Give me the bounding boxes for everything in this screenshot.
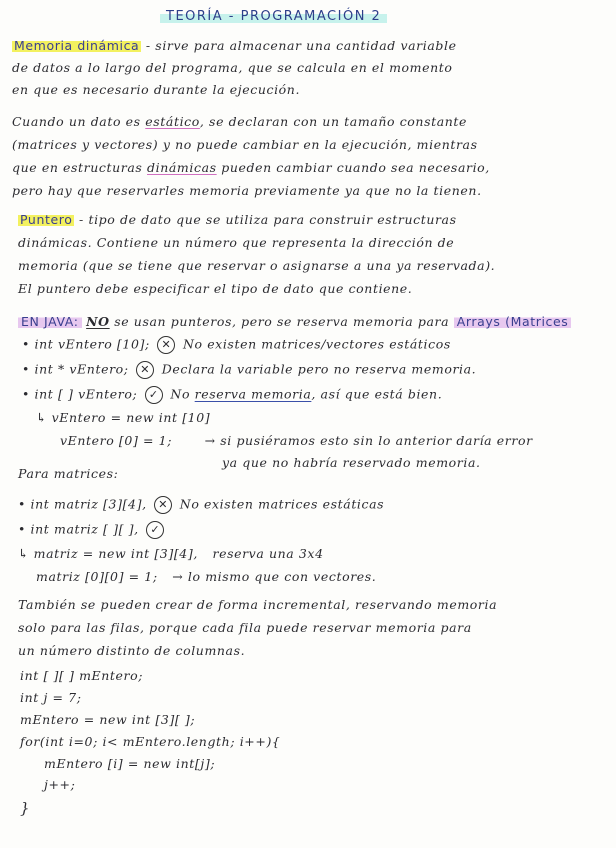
- java-b3-code: • int [ ] vEntero;: [22, 386, 138, 402]
- para3-l3: memoria (que se tiene que reservar o asignarse a una ya reservada).: [18, 258, 496, 273]
- matrices-m4-note: → lo mismo que con vectores.: [172, 569, 377, 584]
- java-b3-post: , así que está bien.: [311, 386, 443, 402]
- para1-line1: [12, 38, 457, 53]
- para3-line1: [18, 212, 457, 227]
- phrase-reserva-memoria: reserva memoria: [194, 386, 312, 402]
- label-en-java: EN JAVA:: [18, 314, 82, 329]
- matrices-m4-code: matriz [0][0] = 1;: [36, 569, 158, 584]
- java-b2-note: Declara la variable pero no reserva memoria.: [161, 361, 477, 377]
- para1-l3: en que es necesario durante la ejecución.: [12, 82, 301, 97]
- matrices-m3-code: ↳ matriz = new int [3][4],: [18, 546, 198, 561]
- para3-l1: - tipo de dato que se utiliza para construir estructuras: [79, 212, 457, 227]
- para2-l1c: , se declaran con un tamaño constante: [199, 114, 468, 129]
- incremental-l2: solo para las filas, porque cada fila puede reservar memoria para: [18, 620, 472, 635]
- word-no: NO: [86, 314, 110, 329]
- java-b1-note: No existen matrices/vectores estáticos: [182, 336, 451, 352]
- incremental-l3: un número distinto de columnas.: [18, 643, 246, 658]
- matrices-m1-note: No existen matrices estáticas: [179, 496, 385, 512]
- matrices-line2: [18, 521, 167, 539]
- matrices-m3-note: reserva una 3x4: [212, 546, 324, 561]
- incremental-l1: También se pueden crear de forma incremental, reservando memoria: [18, 597, 498, 612]
- code-line1: int [ ][ ] mEntero;: [20, 668, 144, 683]
- matrices-m1-code: • int matriz [3][4],: [18, 496, 147, 512]
- java-b4: ↳ vEntero = new int [10]: [36, 410, 211, 425]
- para3-l2: dinámicas. Contiene un número que representa la dirección de: [18, 235, 455, 250]
- label-arrays: Arrays (Matrices: [454, 314, 572, 329]
- word-dinamicas: dinámicas: [147, 160, 217, 175]
- para1-l2: de datos a lo largo del programa, que se calcula en el momento: [12, 60, 453, 75]
- para2-l3a: que en estructuras: [12, 160, 143, 175]
- code-line3: mEntero = new int [3][ ];: [20, 712, 196, 727]
- check-mark-icon: ✓: [146, 521, 164, 539]
- matrices-m2-code: • int matriz [ ][ ],: [18, 521, 139, 537]
- matrices-header: Para matrices:: [18, 466, 119, 481]
- para1-l1: - sirve para almacenar una cantidad variable: [145, 38, 457, 53]
- matrices-line4: [36, 569, 376, 584]
- java-bullet3: [22, 386, 442, 404]
- java-rest: se usan punteros, pero se reserva memoria para: [114, 314, 450, 329]
- word-estatico: estático: [145, 114, 200, 129]
- java-b3-pre: No: [170, 386, 191, 402]
- java-b2-code: • int * vEntero;: [22, 361, 129, 377]
- term-puntero: Puntero: [20, 212, 73, 227]
- java-b5-note1: → si pusiéramos esto sin lo anterior daría error: [204, 433, 533, 448]
- code-line7: }: [20, 799, 31, 817]
- page-title: TEORÍA - PROGRAMACIÓN 2: [160, 9, 387, 24]
- code-line6: j++;: [44, 777, 76, 792]
- para2-line1: [12, 114, 467, 129]
- matrices-line3: [18, 546, 324, 561]
- java-b5-note2: ya que no habría reservado memoria.: [222, 455, 481, 470]
- term-memoria-dinamica: Memoria dinámica: [14, 38, 140, 53]
- cross-mark-icon: ✕: [136, 361, 154, 379]
- java-line5: [60, 433, 533, 448]
- code-line5: mEntero [i] = new int[j];: [44, 756, 216, 771]
- para2-l1a: Cuando un dato es: [12, 114, 141, 129]
- code-line2: int j = 7;: [20, 690, 82, 705]
- java-bullet2: [22, 361, 476, 379]
- java-bullet1: [22, 336, 451, 354]
- code-line4: for(int i=0; i< mEntero.length; i++){: [20, 734, 281, 749]
- cross-mark-icon: ✕: [154, 496, 172, 514]
- para2-line3: [12, 160, 490, 175]
- java-b1-code: • int vEntero [10];: [22, 336, 150, 352]
- cross-mark-icon: ✕: [157, 336, 175, 354]
- para3-l4: El puntero debe especificar el tipo de dato que contiene.: [18, 281, 413, 296]
- para2-l4: pero hay que reservarles memoria previamente ya que no la tienen.: [12, 183, 482, 198]
- java-line1: [18, 314, 571, 329]
- para2-l2: (matrices y vectores) y no puede cambiar en la ejecución, mientras: [12, 137, 478, 152]
- java-b5-code: vEntero [0] = 1;: [60, 433, 173, 448]
- para2-l3c: pueden cambiar cuando sea necesario,: [221, 160, 490, 175]
- matrices-line1: [18, 496, 384, 514]
- check-mark-icon: ✓: [145, 386, 163, 404]
